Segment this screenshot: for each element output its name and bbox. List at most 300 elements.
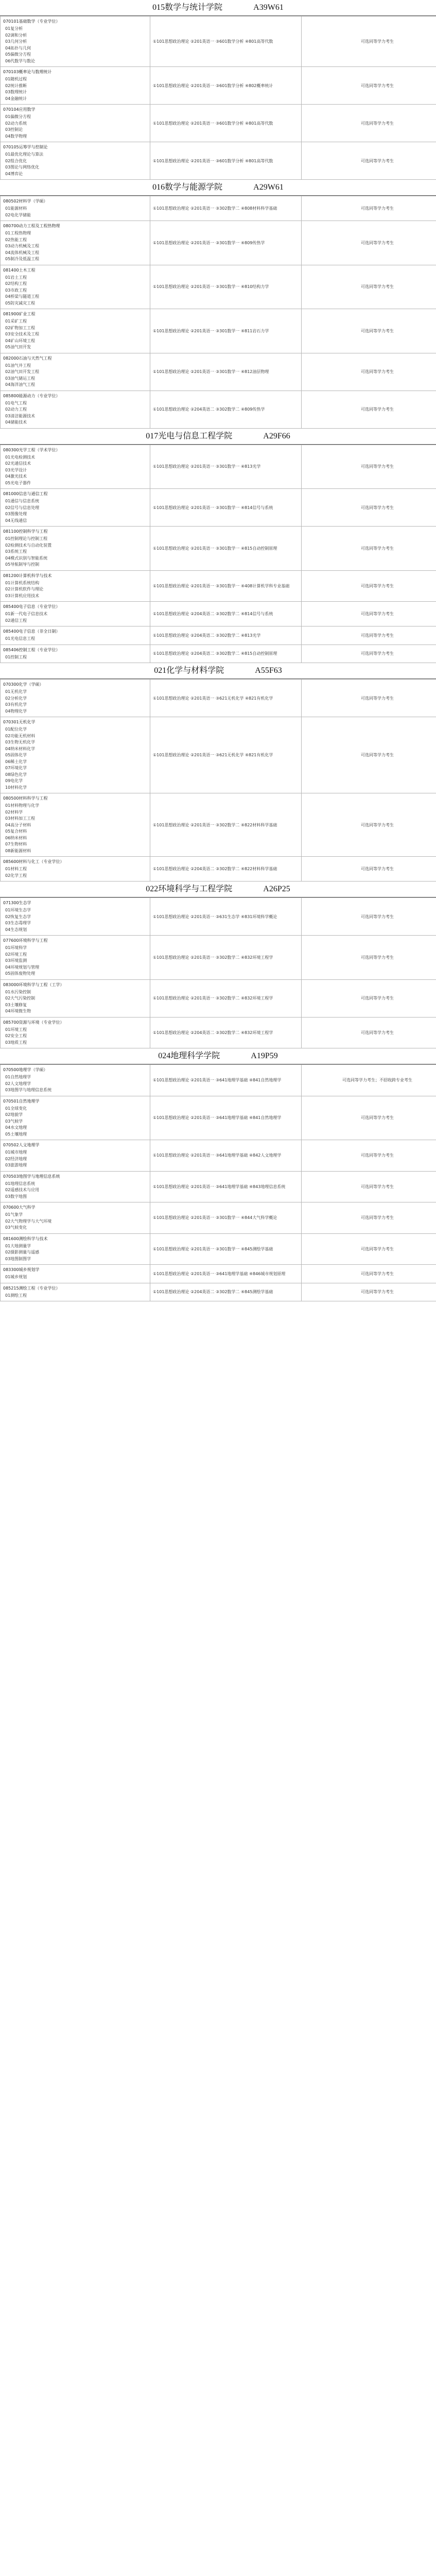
direction-item: 03清洁能源技术: [5, 413, 36, 418]
note-cell: [302, 1171, 436, 1202]
major-row: [1, 309, 436, 353]
exam-subjects: ①101思想政治理论 ②201英语一 ③301数学一 ④811岩石力学: [153, 328, 269, 333]
direction-list: [3, 76, 147, 102]
section-code: A55F63: [255, 666, 282, 675]
major-name: 070501自然地理学: [3, 1098, 40, 1104]
major-cell: [1, 602, 150, 626]
section-name: 024地理科学学院: [158, 1052, 220, 1060]
major-name: 070105运筹学与控制论: [3, 145, 48, 149]
direction-item: 03生态毒理学: [5, 921, 31, 925]
direction-item: 01控制工程: [5, 654, 27, 659]
direction-item: 05油气田开发: [5, 345, 31, 349]
direction-item: 04金融统计: [5, 96, 27, 101]
major-cell: [1, 353, 150, 391]
remark: 可选同等学力考生: [361, 546, 394, 551]
remark: 可选同等学力考生: [361, 121, 394, 126]
major-cell: [1, 391, 150, 428]
major-cell: [1, 645, 150, 663]
direction-item: 03图论与网络优化: [5, 165, 40, 170]
section-heading: [0, 0, 436, 16]
major-row: [1, 196, 436, 221]
exam-cell: [150, 717, 302, 793]
major-row: [1, 1265, 436, 1283]
note-cell: [302, 979, 436, 1017]
direction-item: 04桥梁与隧道工程: [5, 294, 40, 299]
note-cell: [302, 105, 436, 142]
major-row: [1, 936, 436, 980]
section-name: 017光电与信息工程学院: [146, 431, 233, 440]
major-cell: [1, 309, 150, 353]
section-heading: [0, 1048, 436, 1064]
direction-item: 03动力机械及工程: [5, 244, 40, 248]
exam-subjects: ①101思想政治理论 ②201英语一 ③301数学一 ④815自动控制原理: [153, 546, 277, 551]
direction-list: [3, 536, 147, 568]
section-code: A29W61: [253, 183, 284, 192]
direction-item: 03生物无机化学: [5, 740, 36, 744]
major-row: [1, 1096, 436, 1140]
note-cell: [302, 527, 436, 571]
major-cell: [1, 265, 150, 309]
remark: 可选同等学力考生: [361, 1153, 394, 1158]
direction-item: 01城市地理: [5, 1150, 27, 1155]
exam-subjects: ①101思想政治理论 ②204英语二 ③302数学二 ④809传热学: [153, 407, 265, 412]
direction-item: 02调和分析: [5, 32, 27, 38]
major-cell: [1, 67, 150, 105]
direction-item: 01环境科学: [5, 945, 27, 950]
major-row: [1, 570, 436, 602]
direction-item: 01水污染控制: [5, 989, 31, 994]
major-name: 085215测绘工程（专业学位）: [3, 1285, 60, 1291]
exam-subjects: ①101思想政治理论 ②201英语一 ③631生态学 ④831环境科学概论: [153, 914, 277, 919]
remark: 可选同等学力考生: [361, 651, 394, 656]
direction-item: 02安全工程: [5, 1033, 27, 1038]
note-cell: [302, 793, 436, 857]
major-row: [1, 1065, 436, 1096]
exam-cell: [150, 309, 302, 353]
major-row: [1, 1202, 436, 1234]
note-cell: [302, 1265, 436, 1283]
direction-item: 05固体化学: [5, 753, 27, 757]
direction-item: 04环境微生物: [5, 1009, 31, 1013]
direction-item: 03材料加工工程: [5, 816, 36, 821]
direction-item: 01计算机系统结构: [5, 580, 40, 585]
direction-item: 04储能技术: [5, 420, 27, 425]
major-row: [1, 105, 436, 142]
remark: 可选同等学力考生: [361, 1030, 394, 1035]
note-cell: [302, 602, 436, 626]
exam-subjects: ①101思想政治理论 ②201英语一 ③621无机化学 ④821有机化学: [153, 696, 273, 701]
exam-cell: [150, 570, 302, 602]
major-name: 081000信息与通信工程: [3, 492, 48, 496]
major-cell: [1, 857, 150, 882]
major-cell: [1, 527, 150, 571]
exam-subjects: ①101思想政治理论 ②201英语一 ③641地理学基础 ④846城市规划原理: [153, 1271, 286, 1276]
section-table: [0, 897, 436, 1048]
major-cell: [1, 1283, 150, 1301]
major-cell: [1, 16, 150, 67]
direction-item: 03气候变化: [5, 1225, 27, 1230]
major-name: 085406控制工程（专业学位）: [3, 647, 60, 652]
major-name: 080502材料学（学硕）: [3, 199, 48, 204]
remark: 可选同等学力考生: [361, 696, 394, 701]
direction-item: 09电化学: [5, 778, 23, 783]
section-code: A26P25: [263, 885, 290, 893]
direction-list: [3, 230, 147, 263]
direction-item: 01气象学: [5, 1212, 23, 1217]
direction-item: 02油气田开发工程: [5, 369, 40, 374]
direction-list: [3, 636, 147, 642]
exam-subjects: ①101思想政治理论 ②201英语一 ③301数学一 ④809传热学: [153, 240, 265, 245]
direction-item: 01配位化学: [5, 727, 27, 732]
major-name: 083000环境科学与工程（工学）: [3, 982, 64, 987]
major-name: 070300化学（学硕）: [3, 682, 44, 687]
direction-item: 02遥感技术与应用: [5, 1188, 40, 1192]
direction-list: [3, 1212, 147, 1231]
exam-subjects: ①101思想政治理论 ②201英语一 ③301数学一 ④408计算机学科专业基础: [153, 583, 290, 588]
exam-cell: [150, 626, 302, 645]
note-cell: [302, 489, 436, 527]
direction-list: [3, 498, 147, 524]
exam-cell: [150, 898, 302, 936]
direction-item: 02大气污染控制: [5, 996, 36, 1001]
section-heading: [0, 663, 436, 679]
major-row: [1, 221, 436, 265]
direction-item: 01全球变化: [5, 1106, 27, 1111]
direction-item: 06稀土化学: [5, 759, 27, 764]
major-cell: [1, 1171, 150, 1202]
remark: 可选同等学力考生: [361, 1215, 394, 1221]
direction-item: 04生态规划: [5, 927, 27, 932]
direction-item: 01地理信息系统: [5, 1181, 36, 1186]
section-code: A19P59: [251, 1052, 278, 1060]
direction-item: 03地图学与地理信息系统: [5, 1088, 52, 1092]
remark: 可选同等学力考生: [361, 328, 394, 333]
direction-item: 04高分子材料: [5, 822, 31, 827]
major-name: 070503地图学与地理信息系统: [3, 1174, 60, 1179]
direction-list: [3, 114, 147, 140]
remark: 可选同等学力考生: [361, 822, 394, 827]
direction-item: 01材料工程: [5, 867, 27, 871]
major-cell: [1, 979, 150, 1017]
note-cell: [302, 445, 436, 489]
direction-item: 02材料学: [5, 809, 23, 815]
note-cell: [302, 1202, 436, 1234]
direction-item: 02分析化学: [5, 696, 27, 701]
note-cell: [302, 857, 436, 882]
note-cell: [302, 645, 436, 663]
exam-cell: [150, 1065, 302, 1096]
exam-subjects: ①101思想政治理论 ②204英语二 ③302数学二 ④814信号与系统: [153, 612, 273, 616]
major-name: 070104应用数学: [3, 107, 36, 112]
section-code: A39W61: [253, 3, 284, 12]
direction-item: 02矿物加工工程: [5, 325, 36, 330]
major-row: [1, 391, 436, 428]
section-code: A29F66: [263, 431, 290, 440]
direction-item: 04拓扑与几何: [5, 45, 31, 50]
direction-list: [3, 1149, 147, 1169]
note-cell: [302, 142, 436, 180]
direction-item: 01大地测量学: [5, 1243, 31, 1248]
direction-list: [3, 989, 147, 1015]
direction-list: [3, 907, 147, 933]
exam-subjects: ①101思想政治理论 ②204英语二 ③302数学二 ④813光学: [153, 633, 261, 638]
direction-item: 02信号与信息处理: [5, 505, 40, 510]
exam-cell: [150, 353, 302, 391]
direction-list: [3, 1181, 147, 1200]
major-name: 070301无机化学: [3, 720, 36, 724]
exam-cell: [150, 793, 302, 857]
direction-list: [3, 400, 147, 426]
major-cell: [1, 489, 150, 527]
direction-item: 02动力系统: [5, 121, 27, 126]
direction-list: [3, 866, 147, 879]
exam-cell: [150, 1202, 302, 1234]
exam-cell: [150, 979, 302, 1017]
section-table: [0, 1064, 436, 1301]
exam-cell: [150, 221, 302, 265]
major-row: [1, 1140, 436, 1172]
major-name: 070101基础数学（专业学位）: [3, 19, 60, 24]
remark: 可选同等学力考生: [361, 505, 394, 510]
section-heading: [0, 882, 436, 897]
direction-item: 01电气工程: [5, 400, 27, 405]
direction-item: 02组合优化: [5, 158, 27, 163]
direction-list: [3, 26, 147, 64]
major-row: [1, 645, 436, 663]
remark: 可选同等学力考生: [361, 996, 394, 1001]
direction-list: [3, 1243, 147, 1263]
exam-cell: [150, 196, 302, 221]
exam-subjects: ①101思想政治理论 ②201英语一 ③302数学二 ④832环境工程学: [153, 955, 273, 960]
exam-cell: [150, 1017, 302, 1048]
major-row: [1, 67, 436, 105]
direction-item: 01通信与信息系统: [5, 499, 40, 503]
direction-item: 04激光技术: [5, 474, 27, 479]
exam-subjects: ①101思想政治理论 ②201英语一 ③302数学二 ④808材料科学基础: [153, 206, 277, 211]
direction-item: 03光学设计: [5, 467, 27, 472]
exam-subjects: ①101思想政治理论 ②201英语一 ③641地理学基础 ④841自然地理学: [153, 1115, 282, 1121]
section-table: [0, 679, 436, 882]
direction-item: 01自然地理学: [5, 1075, 31, 1079]
exam-cell: [150, 1233, 302, 1265]
major-row: [1, 898, 436, 936]
exam-cell: [150, 1283, 302, 1301]
major-cell: [1, 1265, 150, 1283]
remark: 可选同等学力考生: [361, 612, 394, 616]
direction-item: 02统计推断: [5, 83, 27, 88]
note-cell: [302, 391, 436, 428]
exam-subjects: ①101思想政治理论 ②201英语一 ③301数学一 ④814信号与系统: [153, 505, 273, 510]
note-cell: [302, 221, 436, 265]
major-name: 081200计算机科学与技术: [3, 573, 52, 578]
direction-item: 02电化学储能: [5, 212, 31, 217]
direction-item: 05导航制导与控制: [5, 562, 40, 567]
direction-item: 01最优化理论与算法: [5, 152, 44, 157]
direction-item: 01油气井工程: [5, 363, 31, 368]
exam-cell: [150, 391, 302, 428]
major-row: [1, 626, 436, 645]
direction-item: 03油气储运工程: [5, 376, 36, 381]
direction-item: 04矿山环境工程: [5, 338, 36, 343]
major-row: [1, 489, 436, 527]
direction-list: [3, 151, 147, 177]
direction-item: 01偏微分方程: [5, 114, 31, 119]
exam-cell: [150, 16, 302, 67]
direction-item: 08绿色化学: [5, 772, 27, 777]
exam-subjects: ①101思想政治理论 ②201英语一 ③301数学一 ④844大气科学概论: [153, 1215, 277, 1221]
direction-item: 03气候学: [5, 1118, 23, 1124]
major-cell: [1, 626, 150, 645]
note-cell: [302, 196, 436, 221]
note-cell: [302, 309, 436, 353]
direction-item: 03旅游地理: [5, 1163, 27, 1167]
note-cell: [302, 1140, 436, 1172]
direction-item: 03安全技术及工程: [5, 332, 40, 336]
direction-item: 02计算机软件与理论: [5, 587, 44, 591]
direction-item: 01无机化学: [5, 689, 27, 694]
direction-item: 02结构工程: [5, 281, 27, 286]
direction-item: 01采矿工程: [5, 319, 27, 324]
major-row: [1, 680, 436, 717]
note-cell: [302, 898, 436, 936]
major-name: 080300光学工程（学术学位）: [3, 447, 60, 452]
major-row: [1, 1017, 436, 1048]
major-cell: [1, 680, 150, 717]
note-cell: [302, 265, 436, 309]
direction-item: 03市政工程: [5, 287, 27, 293]
exam-cell: [150, 645, 302, 663]
major-row: [1, 265, 436, 309]
direction-item: 01光电检测技术: [5, 454, 36, 460]
section-name: 021化学与材料学院: [154, 666, 224, 675]
direction-item: 04流体机械及工程: [5, 250, 40, 255]
direction-item: 03数字地图: [5, 1194, 27, 1199]
major-row: [1, 1283, 436, 1301]
note-cell: [302, 16, 436, 67]
exam-subjects: ①101思想政治理论 ②201英语一 ③302数学二 ④832环境工程学: [153, 996, 273, 1001]
major-cell: [1, 1140, 150, 1172]
direction-item: 07生物材料: [5, 842, 27, 846]
section-name: 015数学与统计学院: [152, 3, 223, 12]
exam-cell: [150, 680, 302, 717]
major-name: 070103概率论与数理统计: [3, 70, 52, 74]
major-cell: [1, 105, 150, 142]
remark: 可选同等学力考生: [361, 407, 394, 412]
section-name: 016数学与能源学院: [152, 183, 223, 192]
note-cell: [302, 67, 436, 105]
exam-cell: [150, 105, 302, 142]
direction-item: 02经济地理: [5, 1156, 27, 1161]
direction-list: [3, 726, 147, 791]
exam-cell: [150, 489, 302, 527]
major-row: [1, 1233, 436, 1265]
major-name: 085400电子信息（非全日制）: [3, 629, 60, 634]
direction-item: 10材料化学: [5, 785, 27, 790]
direction-list: [3, 318, 147, 351]
remark: 可选同等学力考生: [361, 1246, 394, 1251]
major-name: 070502人文地理学: [3, 1143, 40, 1147]
major-row: [1, 445, 436, 489]
note-cell: [302, 717, 436, 793]
direction-item: 03地质工程: [5, 1040, 27, 1045]
direction-item: 01岩土工程: [5, 275, 27, 280]
exam-cell: [150, 1265, 302, 1283]
direction-item: 01材料物理与化学: [5, 803, 40, 808]
direction-item: 03控制论: [5, 127, 23, 132]
major-name: 082000石油与天然气工程: [3, 355, 52, 361]
major-row: [1, 979, 436, 1017]
exam-subjects: ①101思想政治理论 ②201英语一 ③641地理学基础 ④842人文地理学: [153, 1153, 282, 1158]
remark: 可选同等学力考生: [361, 753, 394, 757]
major-cell: [1, 1202, 150, 1234]
direction-item: 03地图制图学: [5, 1256, 31, 1261]
direction-item: 02功能无机材料: [5, 733, 36, 738]
direction-item: 01工程热物理: [5, 231, 31, 235]
direction-list: [3, 363, 147, 388]
remark: 可选同等学力考生: [361, 369, 394, 374]
exam-subjects: ①101思想政治理论 ②201英语一 ③301数学一 ④845测绘学基础: [153, 1246, 273, 1251]
direction-list: [3, 945, 147, 977]
direction-item: 04物理化学: [5, 708, 27, 714]
direction-list: [3, 803, 147, 854]
direction-item: 01新一代电子信息技术: [5, 612, 48, 616]
direction-list: [3, 689, 147, 715]
direction-item: 03图像处理: [5, 512, 27, 516]
direction-item: 06代数学与数论: [5, 58, 36, 63]
major-cell: [1, 1065, 150, 1096]
major-name: 081600测绘科学与技术: [3, 1236, 48, 1241]
direction-item: 05防灾减灾工程: [5, 300, 36, 306]
direction-item: 02光通信技术: [5, 461, 31, 466]
major-cell: [1, 717, 150, 793]
direction-list: [3, 1027, 147, 1046]
direction-item: 01测绘工程: [5, 1293, 27, 1298]
direction-item: 04海洋油气工程: [5, 382, 36, 387]
direction-list: [3, 1106, 147, 1138]
major-name: 081100控制科学与工程: [3, 529, 48, 534]
exam-cell: [150, 936, 302, 980]
direction-item: 01复分析: [5, 26, 23, 31]
direction-item: 04博弈论: [5, 171, 23, 176]
exam-cell: [150, 857, 302, 882]
remark: 可选同等学力考生: [361, 1271, 394, 1276]
section-table: [0, 196, 436, 429]
major-row: [1, 1171, 436, 1202]
major-cell: [1, 936, 150, 980]
major-row: [1, 16, 436, 67]
exam-cell: [150, 142, 302, 180]
exam-cell: [150, 265, 302, 309]
major-name: 085400电子信息（专业学位）: [3, 604, 60, 609]
direction-list: [3, 654, 147, 661]
remark: 可选同等学力考生: [361, 867, 394, 871]
exam-cell: [150, 602, 302, 626]
major-cell: [1, 221, 150, 265]
direction-item: 04无线通信: [5, 518, 27, 523]
remark: 可选同等学力考生: [361, 1290, 394, 1295]
direction-item: 02化学工程: [5, 873, 27, 878]
direction-item: 01随机过程: [5, 77, 27, 81]
direction-item: 01光电信息工程: [5, 636, 36, 641]
direction-item: 03土壤修复: [5, 1002, 27, 1007]
major-cell: [1, 1096, 150, 1140]
direction-item: 06纳米材料: [5, 835, 27, 840]
exam-cell: [150, 1140, 302, 1172]
direction-item: 04环境规划与管理: [5, 964, 40, 970]
exam-subjects: ①101思想政治理论 ②204英语二 ③302数学二 ④815自动控制原理: [153, 651, 277, 656]
remark: 可选同等学力考生；不招收跨专业考生: [342, 1078, 412, 1083]
major-row: [1, 717, 436, 793]
